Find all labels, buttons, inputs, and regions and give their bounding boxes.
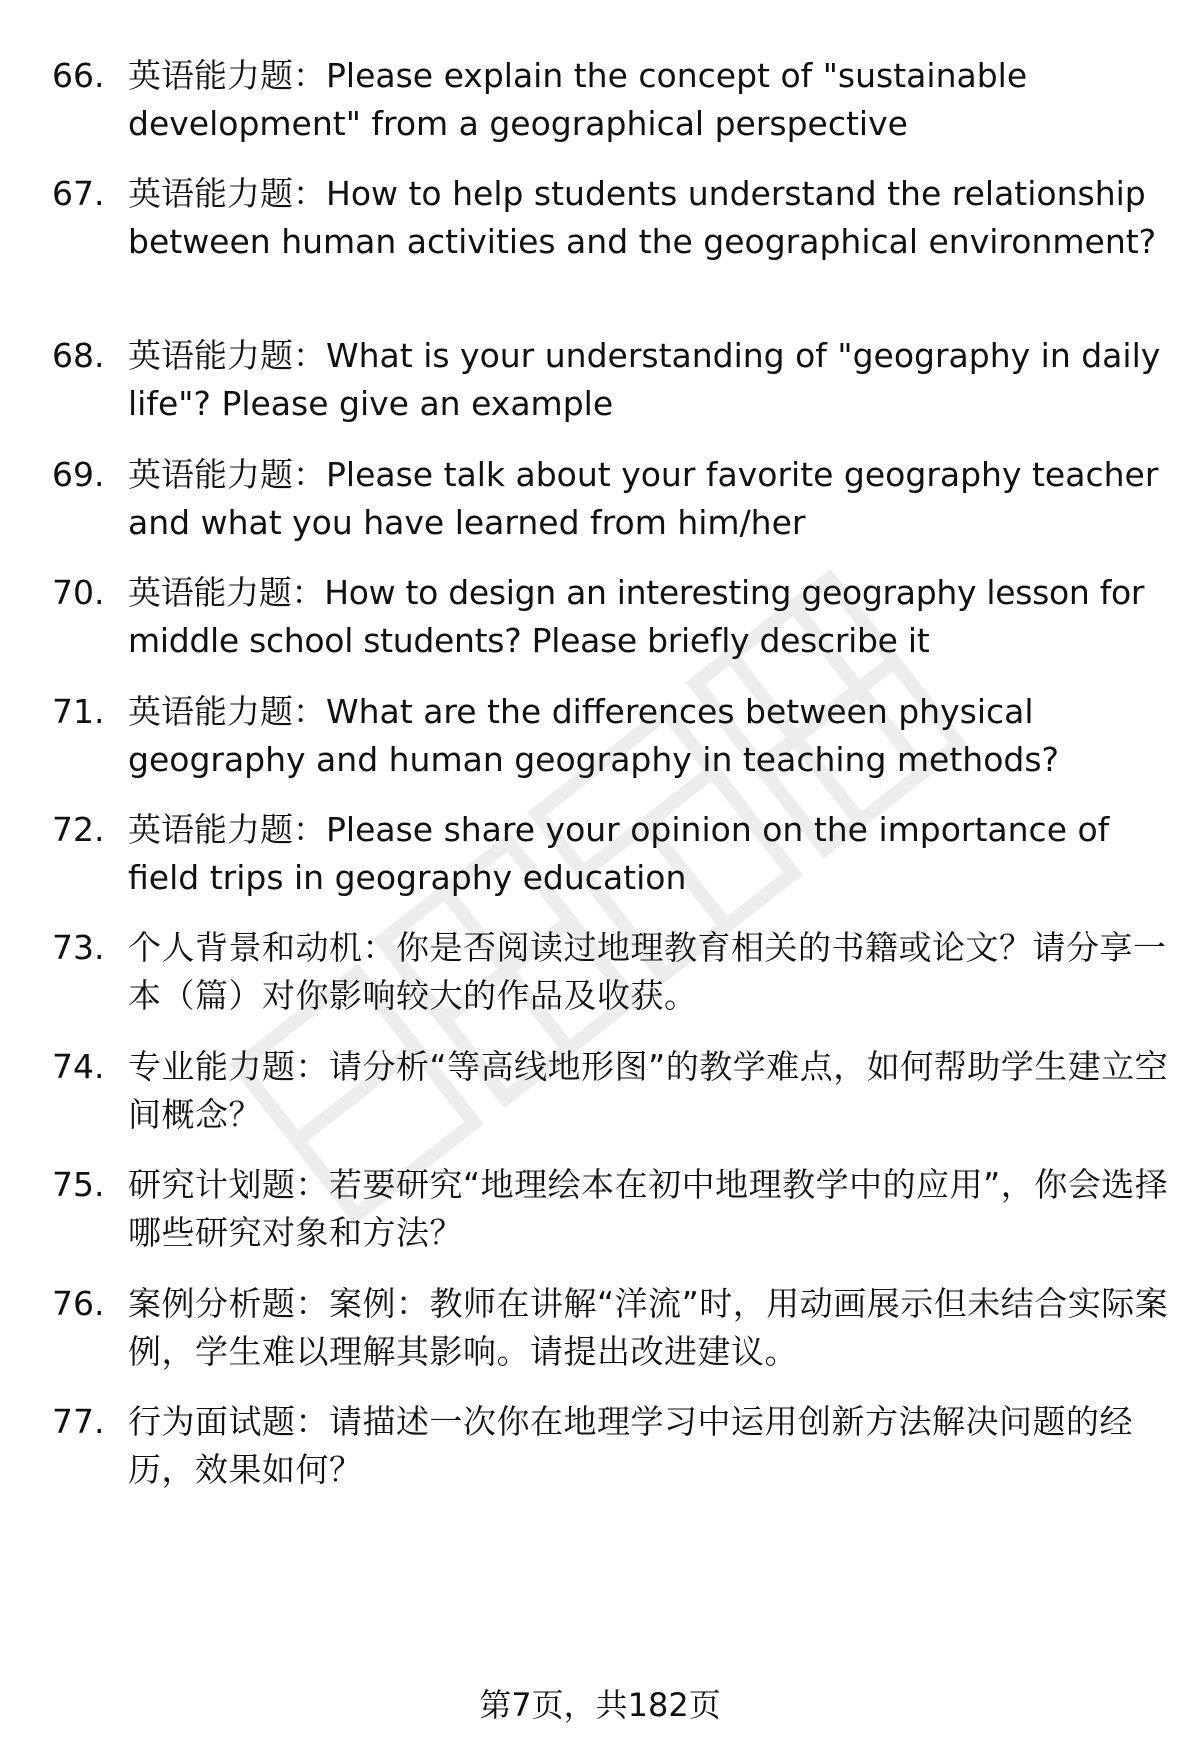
question-text: 英语能力题：What is your understanding of "geography in daily life"? Please give an example bbox=[128, 336, 1161, 423]
question-text: 英语能力题：Please share your opinion on the importance of field trips in geography education bbox=[128, 810, 1110, 897]
question-text: 行为面试题：请描述一次你在地理学习中运用创新方法解决问题的经历，效果如何？ bbox=[128, 1402, 1133, 1489]
question-number: 69. bbox=[52, 455, 105, 494]
question-number: 66. bbox=[52, 56, 105, 95]
question-text: 英语能力题：Please explain the concept of "sustainable development" from a geographical perspective bbox=[128, 56, 1028, 143]
question-number: 67. bbox=[52, 174, 105, 213]
question-number: 75. bbox=[52, 1165, 105, 1204]
question-text: 英语能力题：Please talk about your favorite geography teacher and what you have learned from him/her bbox=[128, 455, 1159, 542]
question-text: 个人背景和动机：你是否阅读过地理教育相关的书籍或论文？请分享一本（篇）对你影响较大的作品及收获。 bbox=[128, 928, 1167, 1015]
question-number: 77. bbox=[52, 1402, 105, 1441]
question-text: 英语能力题：How to help students understand the relationship between human activities and the geographical environment? bbox=[128, 174, 1157, 261]
question-number: 68. bbox=[52, 336, 105, 375]
question-number: 73. bbox=[52, 928, 105, 967]
question-text: 专业能力题：请分析“等高线地形图”的教学难点，如何帮助学生建立空间概念？ bbox=[128, 1047, 1169, 1134]
question-text: 英语能力题：How to design an interesting geography lesson for middle school students? Please briefly describe it bbox=[128, 573, 1145, 660]
question-number: 74. bbox=[52, 1047, 105, 1086]
question-text: 英语能力题：What are the differences between physical geography and human geography in teaching methods? bbox=[128, 692, 1060, 779]
question-number: 70. bbox=[52, 573, 105, 612]
question-number: 76. bbox=[52, 1284, 105, 1323]
question-text: 研究计划题：若要研究“地理绘本在初中地理教学中的应用”，你会选择哪些研究对象和方法？ bbox=[128, 1165, 1169, 1252]
question-number: 71. bbox=[52, 692, 105, 731]
page-indicator: 第7页，共182页 bbox=[479, 1686, 721, 1724]
question-number: 72. bbox=[52, 810, 105, 849]
question-text: 案例分析题：案例：教师在讲解“洋流”时，用动画展示但未结合实际案例，学生难以理解其影响。请提出改进建议。 bbox=[128, 1284, 1169, 1371]
